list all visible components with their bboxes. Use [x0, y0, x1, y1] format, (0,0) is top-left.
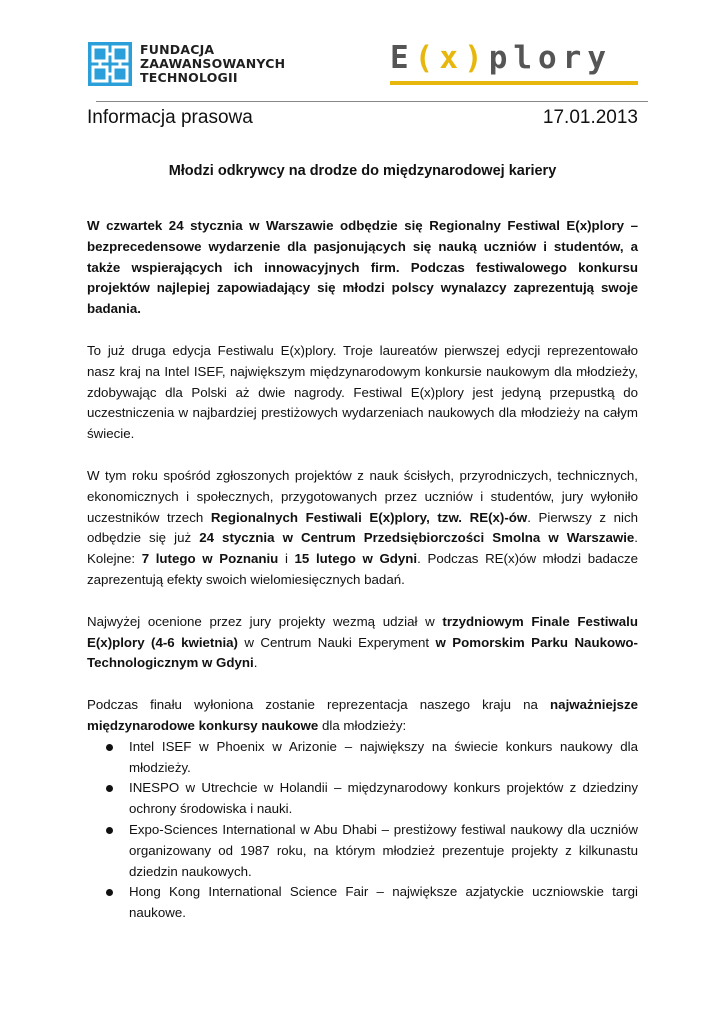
bold-run: Regionalnych Festiwali E(x)plory, tzw. RE(x)-ów [210, 509, 528, 525]
document-title: Młodzi odkrywcy na drodze do międzynarodowej kariery [168, 163, 557, 179]
press-release-label: Informacja prasowa [87, 107, 253, 128]
text-run: . [253, 655, 258, 671]
bold-run: 7 lutego w Poznaniu [141, 551, 279, 567]
text-run: w Centrum Nauki Experyment [237, 634, 436, 650]
text-run: . Podczas RE(x)ów młodzi badacze zaprezentują efekty swoich wielomiesięcznych badań. [87, 551, 639, 587]
list-item-text: Hong Kong International Science Fair – największe azjatyckie uczniowskie targi naukowe. [129, 884, 638, 921]
foundation-logo-line: ZAAWANSOWANYCH [140, 56, 286, 71]
text-run: Najwyżej ocenione przez jury projekty wezmą udział w [87, 613, 443, 629]
text-run: Podczas finału wyłoniona zostanie reprezentacja naszego kraju na [87, 697, 551, 713]
explory-logo-middle: x [439, 40, 465, 76]
list-item-text: INESPO w Utrechcie w Holandii – międzynarodowy konkurs projektów z dziedziny ochrony środowiska i nauki. [129, 780, 638, 817]
foundation-logo-line: TECHNOLOGII [140, 70, 238, 85]
explory-logo-text [390, 40, 612, 76]
lead-paragraph: W czwartek 24 stycznia w Warszawie odbędzie się Regionalny Festiwal E(x)plory – bezprecedensowe wydarzenie dla pasjonujących się nauką uczniów i studentów, a także wspierających ich innowacyjnych firm. Podczas festiwalowego konkursu projektów najlepiej zapowiadający się młodzi polscy wynalazcy zaprezentują swoje badania. [87, 218, 638, 317]
bullet-icon [106, 785, 113, 792]
document-body [87, 216, 638, 924]
foundation-logo-mark-icon [88, 42, 132, 86]
text-run: dla młodzieży: [318, 717, 407, 733]
paragraph-regional-festivals [87, 466, 638, 591]
bold-run: w Pomorskim Parku Naukowo-Technologicznym w Gdyni [87, 634, 638, 671]
text-run: i [278, 551, 295, 567]
paragraph-edition: To już druga edycja Festiwalu E(x)plory. Troje laureatów pierwszej edycji reprezentowało nasz kraj na Intel ISEF, największym międzynarodowym konkursie naukowym dla młodzieży, zdobywając dla Polski aż dwie nagrody. Festiwal E(x)plory jest jedyną przepustką do uczestniczenia w najbardziej prestiżowych wydarzeniach naukowych dla młodzieży na całym świecie. [87, 342, 638, 442]
foundation-logo [88, 42, 285, 86]
list-item-text: Expo-Sciences International w Abu Dhabi – prestiżowy festiwal naukowy dla uczniów organizowany od 1987 roku, na którym młodzież prezentuje projekty z kilkunastu dziedzin naukowych. [129, 821, 638, 879]
explory-logo-open: ( [414, 40, 440, 76]
text-run: . Kolejne: [87, 530, 638, 567]
bold-run: trzydniowym Finale Festiwalu E(x)plory (4-6 kwietnia) [87, 613, 638, 650]
paragraph-final [87, 612, 638, 674]
explory-logo-close: ) [464, 40, 489, 76]
text-run: W tym roku spośród zgłoszonych projektów z nauk ścisłych, przyrodniczych, technicznych, ekonomicznych i społecznych, przygotowanych przez uczniów i studentów, jury wyłoniło uczestników trzech [87, 467, 638, 525]
paragraph-competitions [87, 695, 638, 737]
bold-run: 15 lutego w Gdyni [294, 551, 418, 567]
explory-logo-prefix: E [390, 40, 415, 76]
bullet-icon [106, 744, 113, 751]
explory-logo-underline [390, 81, 638, 85]
list-item [87, 737, 638, 779]
bullet-icon [106, 889, 113, 896]
header-divider [96, 101, 648, 102]
foundation-logo-line: FUNDACJA [140, 42, 215, 57]
bold-run: 24 stycznia w Centrum Przedsiębiorczości Smolna w Warszawie [199, 530, 635, 546]
foundation-logo-text [140, 43, 285, 85]
bold-run: najważniejsze międzynarodowe konkursy naukowe [87, 697, 638, 733]
explory-logo [390, 40, 638, 84]
bullet-icon [106, 827, 113, 834]
list-item [87, 820, 638, 882]
competitions-list [87, 737, 638, 924]
list-item-text: Intel ISEF w Phoenix w Arizonie – największy na świecie konkurs naukowy dla młodzieży. [129, 738, 638, 775]
text-run: . Pierwszy z nich odbędzie się już [87, 509, 638, 546]
explory-logo-suffix: plory [488, 40, 613, 76]
list-item [87, 778, 638, 820]
press-release-date: 17.01.2013 [542, 107, 638, 128]
list-item [87, 882, 638, 924]
